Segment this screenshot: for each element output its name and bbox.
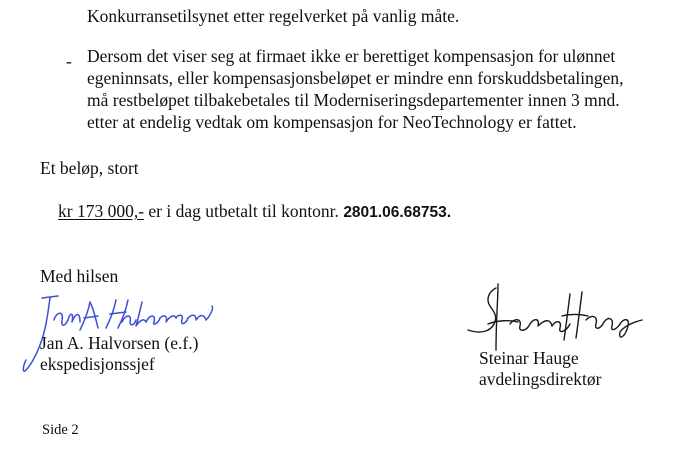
amount-sentence — [48, 201, 451, 223]
signer-left-name: Jan A. Halvorsen (e.f.) — [40, 333, 199, 353]
signer-right-title: avdelingsdirektør — [479, 369, 602, 389]
greeting: Med hilsen — [40, 266, 119, 286]
amount-intro: Et beløp, stort — [40, 158, 139, 178]
paragraph-line-4: må restbeløpet tilbakebetales til Moderniseringsdepartementer innen 3 mnd. — [87, 90, 620, 110]
paragraph-line-3: egeninnsats, eller kompensasjonsbeløpet er mindre enn forskuddsbetalingen, — [87, 68, 624, 88]
account-number: 2801.06.68753. — [343, 204, 452, 221]
page-number: Side 2 — [42, 422, 79, 438]
amount-value: kr 173 000,- — [58, 201, 145, 221]
paragraph-line-5: etter at endelig vedtak om kompensasjon for NeoTechnology er fattet. — [87, 112, 577, 132]
amount-text: er i dag utbetalt til kontonr. — [144, 201, 344, 221]
paragraph-line-2: Dersom det viser seg at firmaet ikke er berettiget kompensasjon for ulønnet — [87, 46, 616, 66]
paragraph-line-1: Konkurransetilsynet etter regelverket på vanlig måte. — [87, 6, 460, 26]
signer-right-name: Steinar Hauge — [479, 348, 579, 368]
bullet-dash: - — [66, 51, 72, 71]
signer-left-title: ekspedisjonssjef — [40, 354, 155, 374]
